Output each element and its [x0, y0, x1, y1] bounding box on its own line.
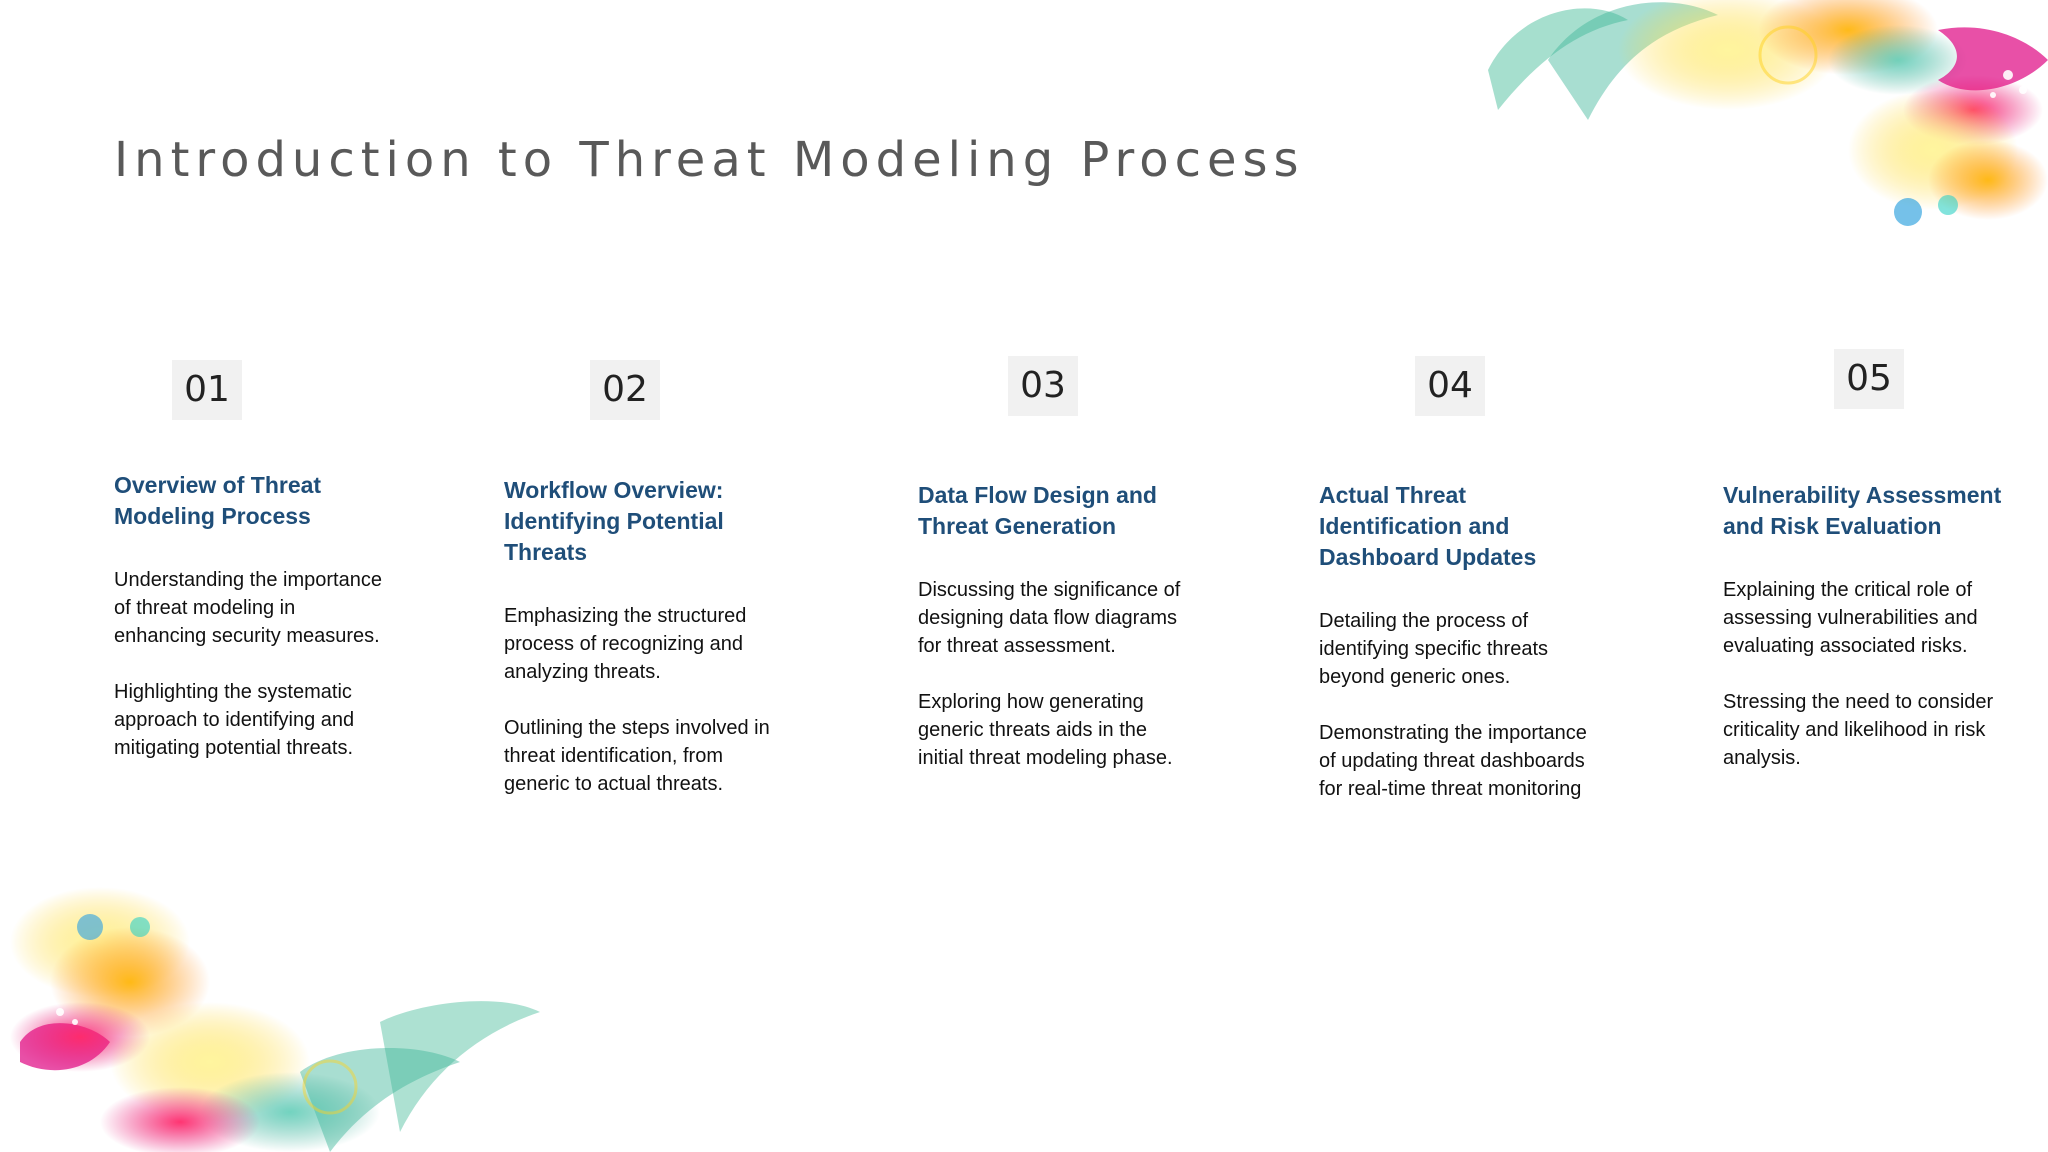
step-number-badge: 04 — [1415, 356, 1485, 416]
slide-title: Introduction to Threat Modeling Process — [114, 132, 1305, 188]
floral-decoration-bottom-left-icon — [0, 872, 560, 1152]
step-column — [114, 470, 384, 790]
step-column — [918, 480, 1193, 800]
step-number-badge: 05 — [1834, 349, 1904, 409]
step-point: Emphasizing the structured process of recognizing and analyzing threats. — [504, 605, 747, 683]
step-point: Highlighting the systematic approach to identifying and mitigating potential threats. — [114, 681, 355, 759]
step-column — [1319, 480, 1594, 831]
step-heading: Vulnerability Assessment and Risk Evaluation — [1723, 482, 2002, 539]
step-heading: Overview of Threat Modeling Process — [114, 472, 322, 529]
step-point: Outlining the steps involved in threat identification, from generic to actual threats. — [504, 717, 770, 795]
floral-decoration-top-right-icon — [1428, 0, 2048, 280]
step-point: Understanding the importance of threat modeling in enhancing security measures. — [114, 569, 382, 647]
step-number-badge: 01 — [172, 360, 242, 420]
step-point: Explaining the critical role of assessing vulnerabilities and evaluating associated risks. — [1723, 579, 1978, 657]
step-point: Stressing the need to consider criticality and likelihood in risk analysis. — [1723, 691, 1994, 769]
step-point: Exploring how generating generic threats aids in the initial threat modeling phase. — [918, 691, 1173, 769]
step-point: Discussing the significance of designing data flow diagrams for threat assessment. — [918, 579, 1181, 657]
step-point: Demonstrating the importance of updating threat dashboards for real-time threat monitoring — [1319, 722, 1587, 800]
step-column — [1723, 480, 2003, 800]
step-number-badge: 03 — [1008, 356, 1078, 416]
step-heading: Workflow Overview: Identifying Potential Threats — [504, 477, 724, 565]
step-heading: Actual Threat Identification and Dashboard Updates — [1319, 482, 1537, 570]
step-column — [504, 475, 789, 826]
step-point: Detailing the process of identifying specific threats beyond generic ones. — [1319, 610, 1549, 688]
step-heading: Data Flow Design and Threat Generation — [918, 482, 1157, 539]
step-number-badge: 02 — [590, 360, 660, 420]
